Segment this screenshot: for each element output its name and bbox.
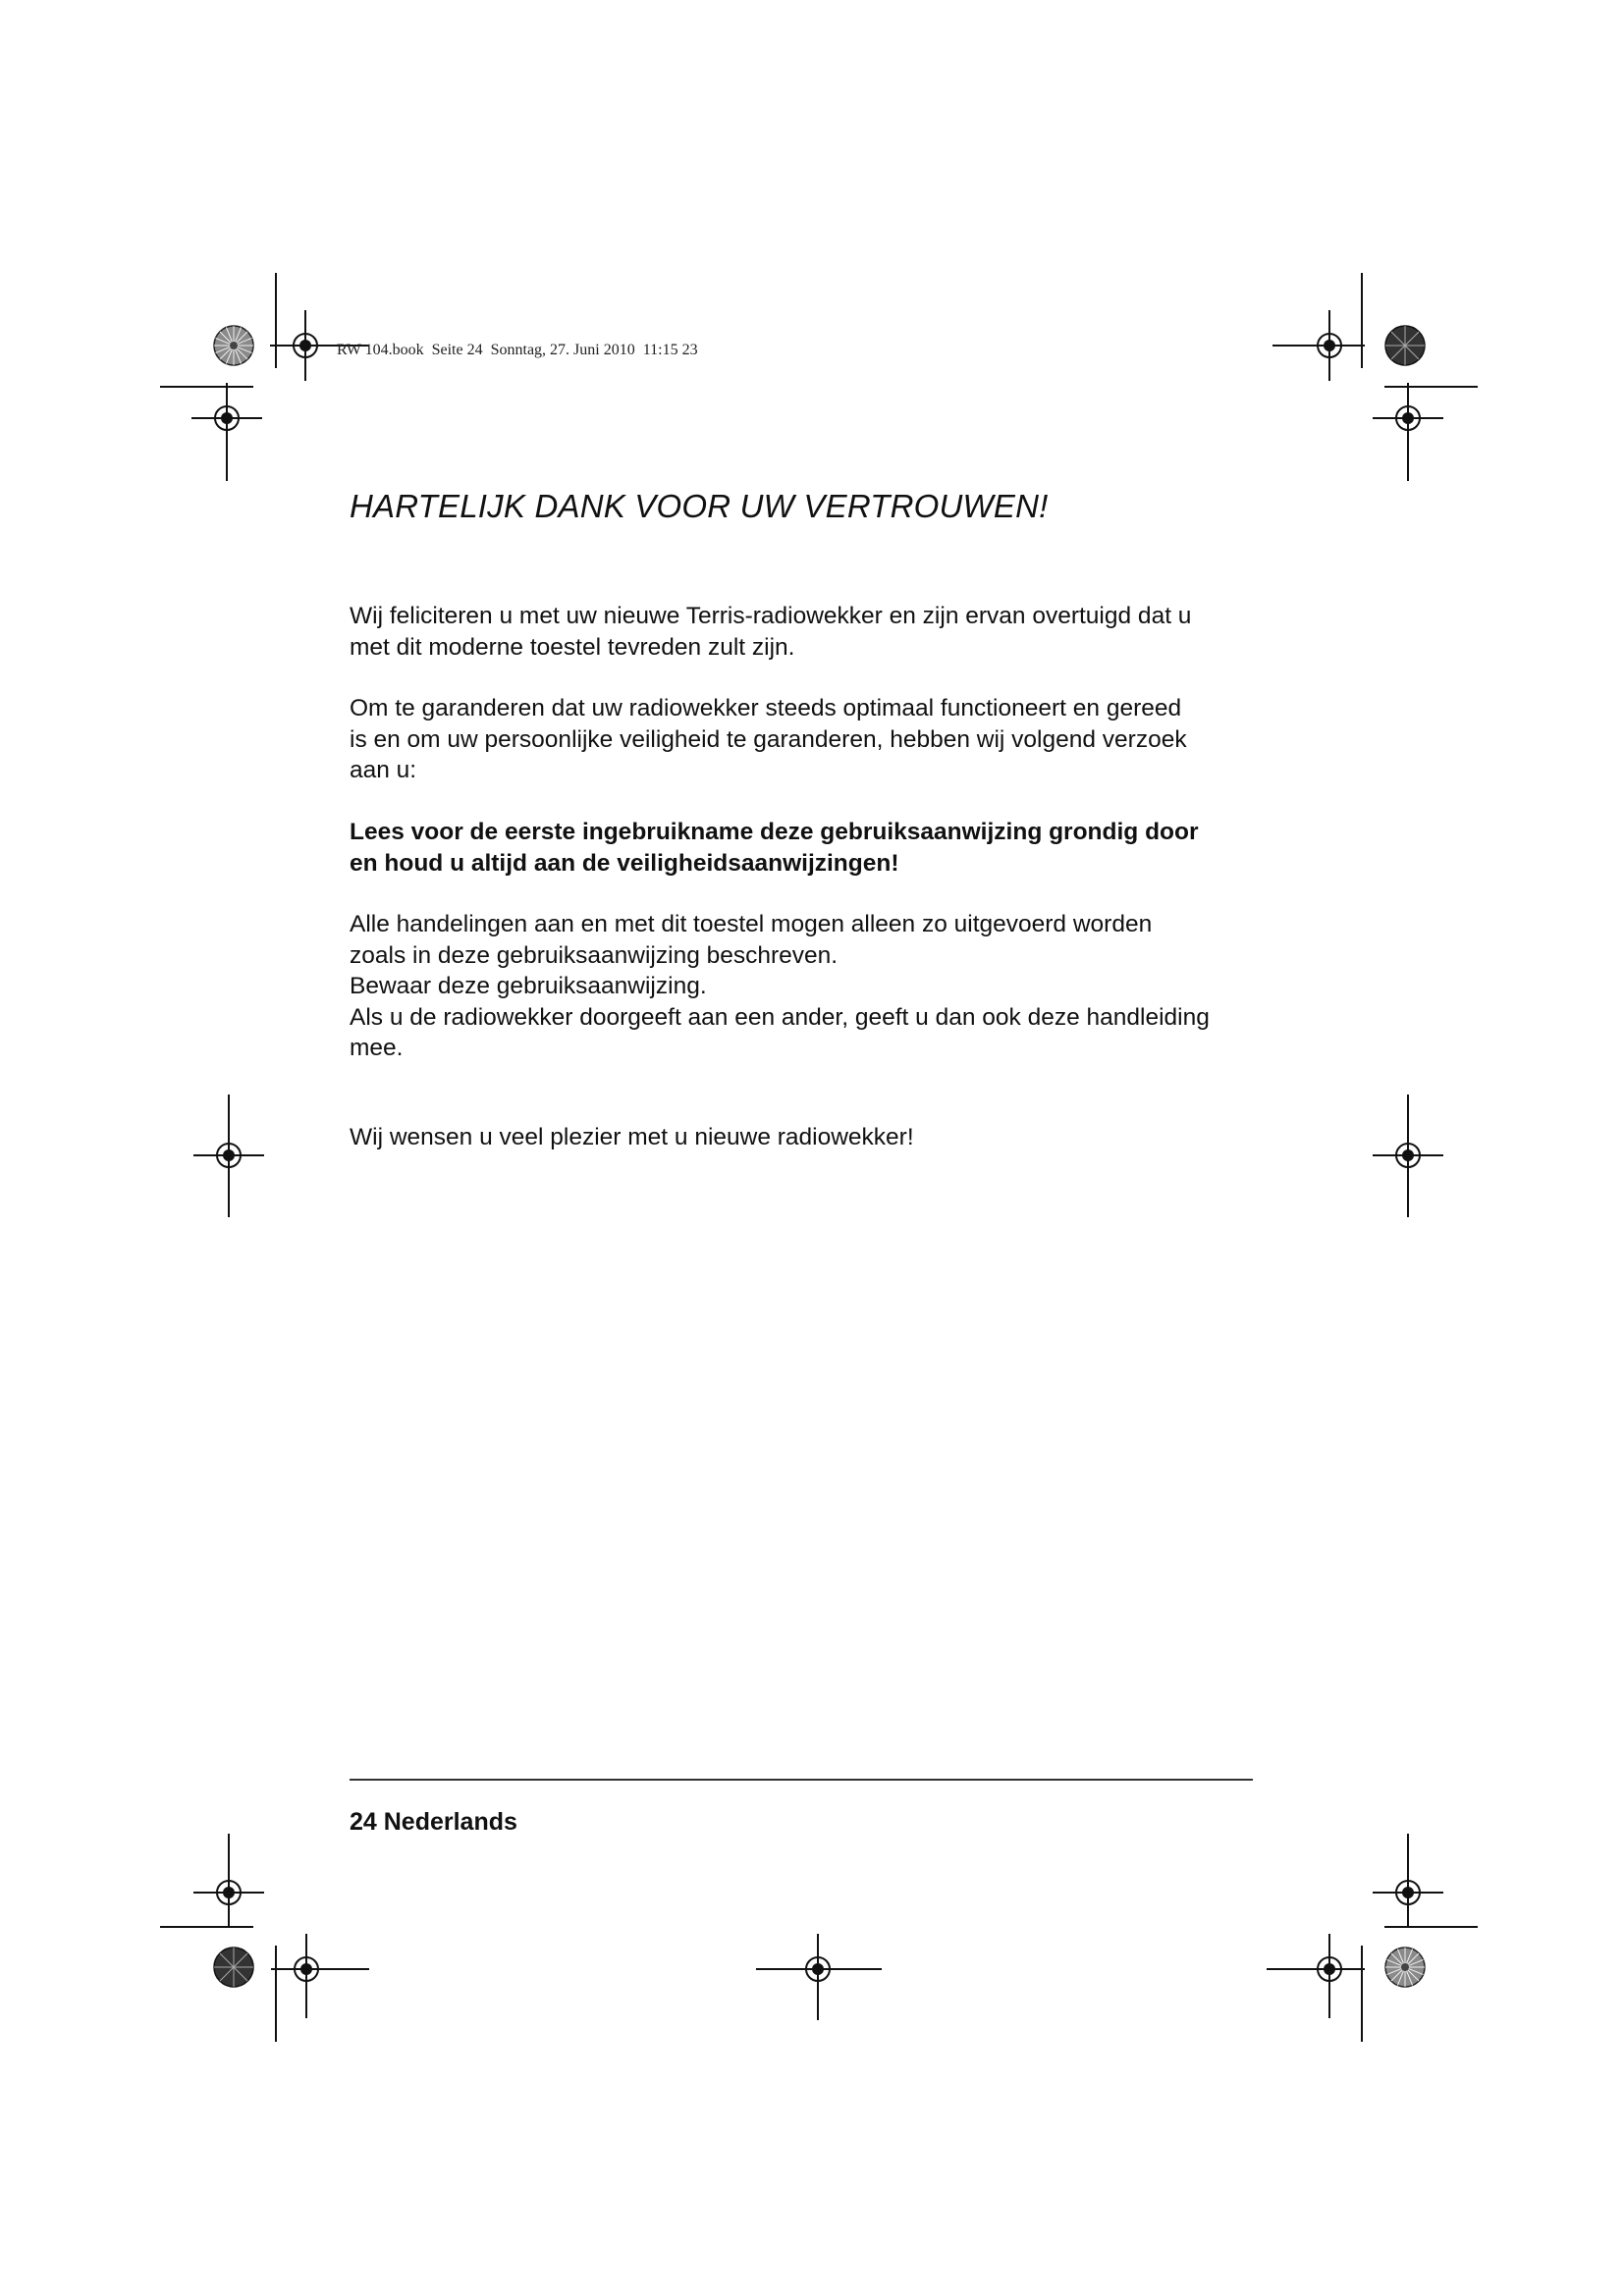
- paragraph-warning: [350, 817, 1253, 879]
- text-line: met dit moderne toestel tevreden zult zijn.: [350, 633, 795, 661]
- text-line: Bewaar deze gebruiksaanwijzing.: [350, 973, 707, 999]
- paragraph-request: [350, 693, 1253, 786]
- text-line: aan u:: [350, 757, 417, 783]
- page-footer: 24 Nederlands: [350, 1808, 517, 1836]
- text-line: is en om uw persoonlijke veiligheid te garanderen, hebben wij volgend verzoek: [350, 725, 1187, 753]
- text-line: en houd u altijd aan de veiligheidsaanwijzingen!: [350, 849, 899, 877]
- paragraph-closing: [350, 1122, 1253, 1153]
- footer-rule: [350, 1779, 1253, 1781]
- text-line: Alle handelingen aan en met dit toestel mogen alleen zo uitgevoerd worden: [350, 911, 1153, 937]
- text-line: Wij wensen u veel plezier met u nieuwe radiowekker!: [350, 1124, 914, 1150]
- paragraph-instructions: [350, 909, 1253, 1064]
- text-line: Om te garanderen dat uw radiowekker steeds optimaal functioneert en gereed: [350, 695, 1182, 721]
- print-slug: RW 104.book Seite 24 Sonntag, 27. Juni 2010 11:15 23: [337, 342, 698, 358]
- text-line: mee.: [350, 1035, 404, 1061]
- text-line: zoals in deze gebruiksaanwijzing beschreven.: [350, 941, 839, 969]
- text-line: Als u de radiowekker doorgeeft aan een ander, geeft u dan ook deze handleiding: [350, 1003, 1210, 1031]
- text-line: Wij feliciteren u met uw nieuwe Terris-radiowekker en zijn ervan overtuigd dat u: [350, 603, 1192, 629]
- paragraph-intro: [350, 601, 1253, 663]
- page-title: HARTELIJK DANK VOOR UW VERTROUWEN!: [350, 488, 1049, 524]
- text-line: Lees voor de eerste ingebruikname deze gebruiksaanwijzing grondig door: [350, 819, 1199, 845]
